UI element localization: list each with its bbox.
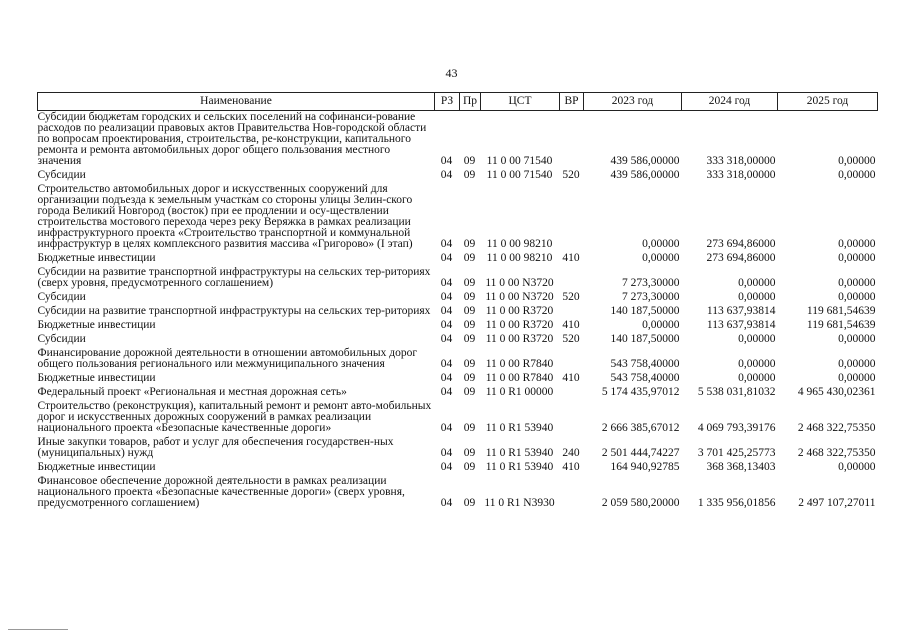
- cell-y2023: 0,00000: [642, 319, 680, 331]
- table-row: [38, 169, 878, 183]
- cell-y2023: 140 187,50000: [610, 333, 680, 345]
- cell-rz: 04: [440, 372, 453, 384]
- cell-y2025: 0,00000: [838, 333, 876, 345]
- cell-vr: 410: [562, 372, 580, 384]
- cell-y2024: 1 335 956,01856: [697, 497, 776, 509]
- cell-cst: 11 0 R1 53940: [485, 461, 554, 473]
- cell-cst: 11 0 00 R3720: [485, 319, 554, 331]
- scan-edge-mark: [8, 629, 68, 630]
- cell-name: Бюджетные инвестиции: [37, 252, 156, 264]
- cell-vr: 520: [562, 169, 580, 181]
- cell-y2024: 273 694,86000: [706, 238, 776, 250]
- cell-pr: 09: [463, 305, 476, 317]
- cell-rz: 04: [440, 291, 453, 303]
- cell-y2025: 4 965 430,02361: [797, 386, 876, 398]
- cell-cst: 11 0 00 R3720: [485, 333, 554, 345]
- cell-y2025: 0,00000: [838, 238, 876, 250]
- cell-pr: 09: [463, 461, 476, 473]
- cell-rz: 04: [440, 155, 453, 167]
- cell-rz: 04: [440, 305, 453, 317]
- cell-y2023: 2 059 580,20000: [601, 497, 680, 509]
- cell-vr: [560, 305, 584, 319]
- cell-y2025: 2 497 107,27011: [798, 497, 876, 509]
- cell-y2023: 140 187,50000: [610, 305, 680, 317]
- cell-name: Строительство (реконструкция), капитальный ремонт и ремонт авто-мобильных дорог и искусственных дорожных сооружений в рамках реализации национального проекта «Безопасные качественные дороги»: [37, 400, 432, 434]
- cell-pr: 09: [463, 372, 476, 384]
- cell-cst: 11 0 00 N3720: [485, 277, 554, 289]
- cell-y2024: 113 637,93814: [706, 319, 776, 331]
- cell-y2024: 0,00000: [738, 291, 776, 303]
- cell-vr: 410: [562, 252, 580, 264]
- cell-name: Строительство автомобильных дорог и искусственных сооружений для организации подъезда к земельным участкам со стороны улицы Зелин-ского города Великий Новгород (восток) при ее продлении и осу-ществлении строительства мостового перехода через реку Веряжка в рамках реализации инфраструктурного проекта «Строительство транспортной и коммунальной инфраструктур в целях комплексного развития массива «Григорово» (I этап): [37, 183, 413, 250]
- table-row: [38, 475, 878, 511]
- cell-cst: 11 0 00 98210: [486, 238, 553, 250]
- cell-vr: [560, 111, 584, 170]
- cell-y2024: 0,00000: [738, 358, 776, 370]
- cell-pr: 09: [463, 291, 476, 303]
- cell-y2024: 0,00000: [738, 333, 776, 345]
- cell-rz: 04: [440, 497, 453, 509]
- cell-pr: 09: [463, 277, 476, 289]
- cell-y2023: 0,00000: [642, 238, 680, 250]
- cell-vr: [560, 386, 584, 400]
- cell-name: Бюджетные инвестиции: [37, 372, 156, 384]
- table-row: [38, 436, 878, 461]
- cell-rz: 04: [440, 319, 453, 331]
- table-row: [38, 291, 878, 305]
- cell-cst: 11 0 R1 53940: [485, 447, 554, 459]
- cell-y2025: 0,00000: [838, 291, 876, 303]
- cell-y2024: 3 701 425,25773: [697, 447, 776, 459]
- cell-cst: 11 0 00 R7840: [485, 372, 554, 384]
- cell-y2025: 119 681,54639: [806, 319, 876, 331]
- cell-pr: 09: [463, 155, 476, 167]
- cell-y2024: 368 368,13403: [706, 461, 776, 473]
- cell-cst: 11 0 00 71540: [486, 169, 553, 181]
- cell-y2024: 4 069 793,39176: [697, 422, 776, 434]
- table-row: [38, 111, 878, 170]
- cell-y2025: 0,00000: [838, 372, 876, 384]
- cell-y2025: 0,00000: [838, 277, 876, 289]
- cell-y2024: 273 694,86000: [706, 252, 776, 264]
- page-number: 43: [445, 66, 458, 80]
- cell-vr: [560, 347, 584, 372]
- cell-rz: 04: [440, 461, 453, 473]
- cell-y2023: 2 501 444,74227: [601, 447, 680, 459]
- cell-vr: 240: [562, 447, 580, 459]
- cell-vr: [560, 183, 584, 252]
- cell-vr: 410: [562, 461, 580, 473]
- cell-pr: 09: [463, 386, 476, 398]
- cell-name: Федеральный проект «Региональная и местная дорожная сеть»: [37, 386, 347, 398]
- table-body: [38, 111, 878, 512]
- cell-y2024: 113 637,93814: [706, 305, 776, 317]
- cell-y2024: 0,00000: [738, 372, 776, 384]
- cell-cst: 11 0 R1 53940: [485, 422, 554, 434]
- cell-y2024: 333 318,00000: [706, 155, 776, 167]
- table-row: [38, 372, 878, 386]
- cell-y2023: 0,00000: [642, 252, 680, 264]
- cell-name: Иные закупки товаров, работ и услуг для обеспечения государствен-ных (муниципальных) нужд: [37, 436, 394, 459]
- cell-rz: 04: [440, 252, 453, 264]
- cell-rz: 04: [440, 358, 453, 370]
- cell-cst: 11 0 00 R7840: [485, 358, 554, 370]
- table-row: [38, 386, 878, 400]
- cell-y2023: 5 174 435,97012: [601, 386, 680, 398]
- cell-name: Субсидии: [37, 169, 86, 181]
- header-pr: Пр: [460, 93, 481, 111]
- table-row: [38, 183, 878, 252]
- cell-y2023: 543 758,40000: [610, 372, 680, 384]
- cell-y2025: 0,00000: [838, 169, 876, 181]
- cell-cst: 11 0 R1 N3930: [484, 497, 555, 509]
- cell-y2023: 2 666 385,67012: [601, 422, 680, 434]
- cell-name: Субсидии: [37, 333, 86, 345]
- cell-vr: [560, 400, 584, 436]
- cell-cst: 11 0 00 R3720: [485, 305, 554, 317]
- cell-name: Субсидии: [37, 291, 86, 303]
- cell-y2025: 0,00000: [838, 461, 876, 473]
- cell-name: Субсидии на развитие транспортной инфраструктуры на сельских тер-риториях: [37, 305, 431, 317]
- cell-name: Финансирование дорожной деятельности в отношении автомобильных дорог общего пользования регионального или межмуниципального значения: [37, 347, 418, 370]
- cell-pr: 09: [463, 447, 476, 459]
- cell-pr: 09: [463, 497, 476, 509]
- cell-rz: 04: [440, 238, 453, 250]
- table-row: [38, 400, 878, 436]
- cell-cst: 11 0 00 98210: [486, 252, 553, 264]
- cell-pr: 09: [463, 358, 476, 370]
- table-row: [38, 319, 878, 333]
- cell-pr: 09: [463, 319, 476, 331]
- cell-name: Бюджетные инвестиции: [37, 319, 156, 331]
- cell-cst: 11 0 00 N3720: [485, 291, 554, 303]
- cell-vr: [560, 266, 584, 291]
- table-row: [38, 333, 878, 347]
- cell-y2023: 543 758,40000: [610, 358, 680, 370]
- cell-rz: 04: [440, 422, 453, 434]
- cell-rz: 04: [440, 386, 453, 398]
- cell-y2023: 439 586,00000: [610, 169, 680, 181]
- cell-name: Субсидии бюджетам городских и сельских поселений на софинанси-рование расходов по реализации правовых актов Правительства Нов-городской области по вопросам проектирования, строительства, ре-конструкции, капитального ремонта и ремонта автомобильных дорог общего пользования местного значения: [37, 111, 427, 167]
- cell-name: Субсидии на развитие транспортной инфраструктуры на сельских тер-риториях (сверх уровня, предусмотренного соглашением): [37, 266, 431, 289]
- cell-rz: 04: [440, 447, 453, 459]
- cell-rz: 04: [440, 333, 453, 345]
- cell-y2024: 5 538 031,81032: [697, 386, 776, 398]
- cell-pr: 09: [463, 238, 476, 250]
- cell-y2023: 7 273,30000: [622, 291, 680, 303]
- cell-y2025: 2 468 322,75350: [797, 422, 876, 434]
- table-row: [38, 347, 878, 372]
- cell-y2025: 0,00000: [838, 155, 876, 167]
- header-name: Наименование: [38, 93, 435, 111]
- table-header-row: [38, 93, 878, 111]
- cell-rz: 04: [440, 277, 453, 289]
- cell-y2023: 7 273,30000: [622, 277, 680, 289]
- cell-name: Бюджетные инвестиции: [37, 461, 156, 473]
- cell-y2025: 2 468 322,75350: [797, 447, 876, 459]
- cell-y2025: 0,00000: [838, 252, 876, 264]
- cell-y2024: 0,00000: [738, 277, 776, 289]
- cell-pr: 09: [463, 252, 476, 264]
- header-2025: 2025 год: [778, 93, 878, 111]
- cell-vr: 410: [562, 319, 580, 331]
- budget-table: [37, 92, 878, 511]
- cell-y2025: 0,00000: [838, 358, 876, 370]
- cell-vr: 520: [562, 291, 580, 303]
- header-vr: ВР: [560, 93, 584, 111]
- header-rz: РЗ: [435, 93, 460, 111]
- cell-y2025: 119 681,54639: [806, 305, 876, 317]
- cell-pr: 09: [463, 169, 476, 181]
- cell-cst: 11 0 00 71540: [486, 155, 553, 167]
- table-row: [38, 252, 878, 266]
- cell-rz: 04: [440, 169, 453, 181]
- table-row: [38, 461, 878, 475]
- header-2024: 2024 год: [682, 93, 778, 111]
- cell-y2023: 439 586,00000: [610, 155, 680, 167]
- table-row: [38, 305, 878, 319]
- cell-y2023: 164 940,92785: [610, 461, 680, 473]
- cell-name: Финансовое обеспечение дорожной деятельности в рамках реализации национального проекта «Безопасные качественные дороги» (сверх уровня, предусмотренного соглашением): [37, 475, 405, 509]
- cell-vr: 520: [562, 333, 580, 345]
- cell-vr: [560, 475, 584, 511]
- cell-y2024: 333 318,00000: [706, 169, 776, 181]
- table-row: [38, 266, 878, 291]
- cell-cst: 11 0 R1 00000: [485, 386, 554, 398]
- cell-pr: 09: [463, 422, 476, 434]
- header-cst: ЦСТ: [481, 93, 560, 111]
- header-2023: 2023 год: [584, 93, 682, 111]
- cell-pr: 09: [463, 333, 476, 345]
